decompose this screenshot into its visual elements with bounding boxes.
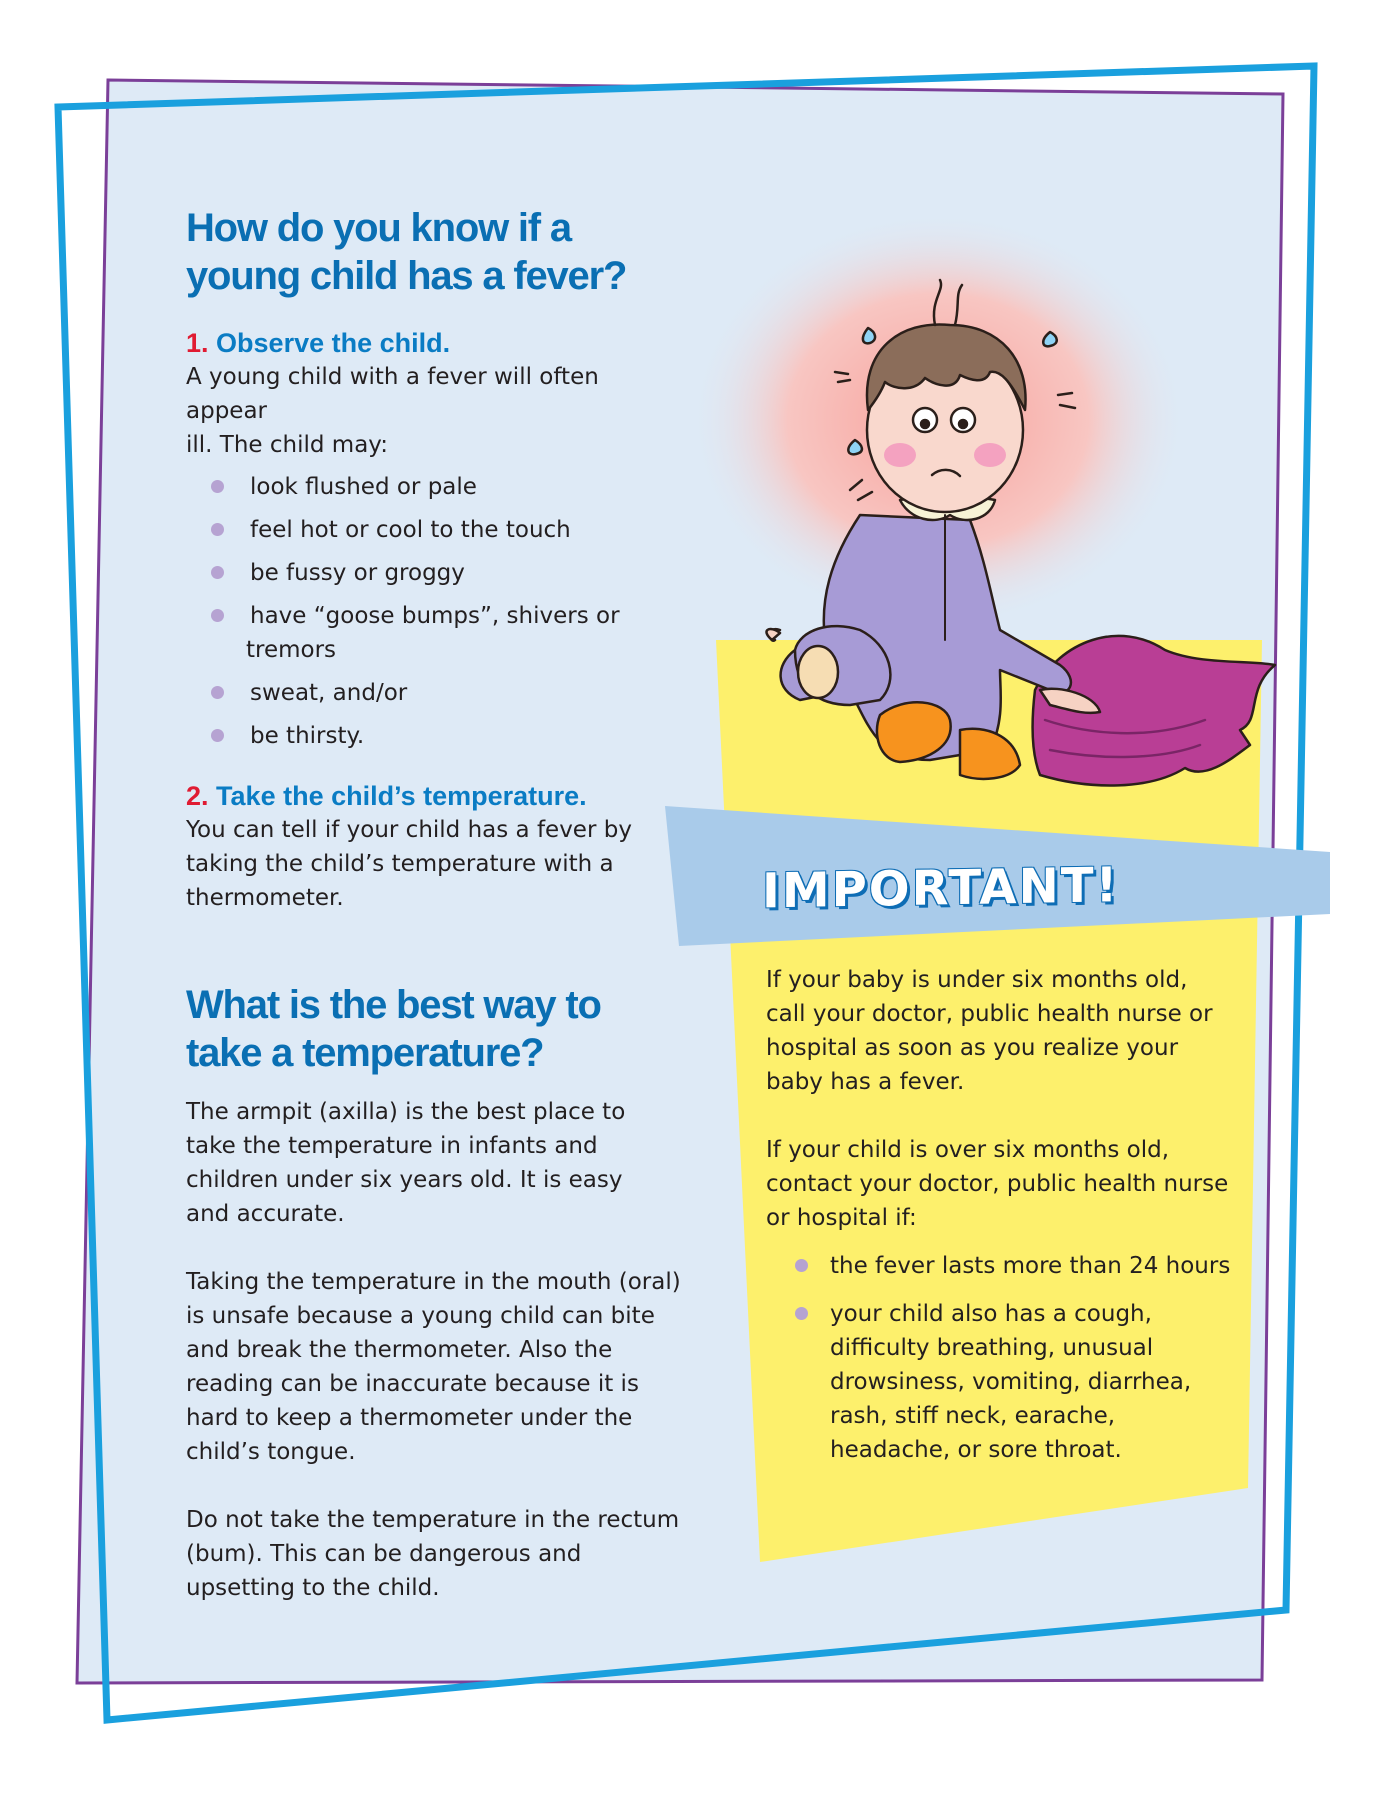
para-line: The armpit (axilla) is the best place to: [186, 1099, 626, 1125]
bullet-dot-icon: [795, 1259, 808, 1272]
section1-heading-line1: How do you know if a: [186, 206, 571, 250]
step2-title-text: Take the child’s temperature.: [216, 781, 587, 811]
step2-line: You can tell if your child has a fever by: [186, 817, 632, 843]
important-para1: [766, 963, 1236, 1099]
para-line: take the temperature in infants and: [186, 1133, 598, 1159]
step1-intro: [186, 360, 686, 462]
bullet-dot-icon: [211, 729, 224, 742]
bullet-dot-icon: [211, 523, 224, 536]
important-list: [766, 1249, 1236, 1467]
important-line: baby has a fever.: [766, 1069, 965, 1095]
para-line: children under six years old. It is easy: [186, 1167, 623, 1193]
important-box: [766, 963, 1236, 1467]
important-para2: [766, 1133, 1236, 1235]
step2-text: [186, 813, 686, 915]
para-line: Do not take the temperature in the rectum: [186, 1507, 680, 1533]
section2-para2: [186, 1265, 686, 1469]
important-bullet-line: your child also has a cough,: [830, 1301, 1152, 1327]
para-line: Taking the temperature in the mouth (oral): [186, 1269, 681, 1295]
list-item: [186, 719, 686, 753]
step1-number: 1.: [186, 328, 209, 358]
step2-line: taking the child’s temperature with a: [186, 851, 614, 877]
important-bullet-line: drowsiness, vomiting, diarrhea,: [830, 1369, 1192, 1395]
section2-heading: [186, 981, 686, 1077]
para-line: reading can be inaccurate because it is: [186, 1371, 639, 1397]
section1-heading-line2: young child has a fever?: [186, 254, 627, 298]
list-item: [186, 513, 686, 547]
bullet-dot-icon: [211, 566, 224, 579]
symptom-text: be thirsty.: [250, 723, 365, 749]
para-line: upsetting to the child.: [186, 1575, 440, 1601]
symptom-text: look flushed or pale: [250, 474, 477, 500]
para-line: and break the thermometer. Also the: [186, 1337, 613, 1363]
important-bullet-line: headache, or sore throat.: [830, 1437, 1122, 1463]
bullet-dot-icon: [211, 480, 224, 493]
symptom-list: [186, 470, 686, 753]
step1-title: [186, 326, 686, 360]
bullet-dot-icon: [211, 609, 224, 622]
left-column: [186, 204, 686, 1605]
list-item: [766, 1297, 1236, 1467]
section2-para1: [186, 1095, 686, 1231]
section2-para3: [186, 1503, 686, 1605]
para-line: is unsafe because a young child can bite: [186, 1303, 655, 1329]
symptom-text-continued: tremors: [246, 637, 337, 663]
important-line: hospital as soon as you realize your: [766, 1035, 1179, 1061]
important-bullet-line: rash, stiff neck, earache,: [830, 1403, 1116, 1429]
para-line: hard to keep a thermometer under the: [186, 1405, 633, 1431]
symptom-text: be fussy or groggy: [250, 560, 465, 586]
step2-number: 2.: [186, 781, 209, 811]
step1-intro-line2: ill. The child may:: [186, 432, 388, 458]
important-bullet-line: difficulty breathing, unusual: [830, 1335, 1154, 1361]
symptom-text: feel hot or cool to the touch: [250, 517, 571, 543]
important-bullet-text: the fever lasts more than 24 hours: [830, 1253, 1231, 1279]
bullet-dot-icon: [795, 1307, 808, 1320]
list-item: [186, 556, 686, 590]
step2-line: thermometer.: [186, 885, 344, 911]
bullet-dot-icon: [211, 686, 224, 699]
symptom-text: have “goose bumps”, shivers or: [250, 603, 620, 629]
important-title: IMPORTANT!: [762, 857, 1120, 920]
important-line: contact your doctor, public health nurse: [766, 1171, 1229, 1197]
para-line: (bum). This can be dangerous and: [186, 1541, 582, 1567]
important-line: call your doctor, public health nurse or: [766, 1001, 1213, 1027]
para-line: child’s tongue.: [186, 1439, 356, 1465]
section2-heading-line2: take a temperature?: [186, 1031, 544, 1075]
step1-intro-line1: A young child with a fever will often appear: [186, 364, 599, 424]
list-item: [186, 470, 686, 504]
symptom-text: sweat, and/or: [250, 680, 408, 706]
step2-title: [186, 779, 686, 813]
section2-heading-line1: What is the best way to: [186, 983, 601, 1027]
step1-title-text: Observe the child.: [216, 328, 451, 358]
list-item: [186, 599, 686, 667]
important-line: or hospital if:: [766, 1205, 917, 1231]
para-line: and accurate.: [186, 1201, 345, 1227]
list-item: [186, 676, 686, 710]
important-line: If your baby is under six months old,: [766, 967, 1188, 993]
section1-heading: [186, 204, 686, 300]
list-item: [766, 1249, 1236, 1283]
important-line: If your child is over six months old,: [766, 1137, 1170, 1163]
